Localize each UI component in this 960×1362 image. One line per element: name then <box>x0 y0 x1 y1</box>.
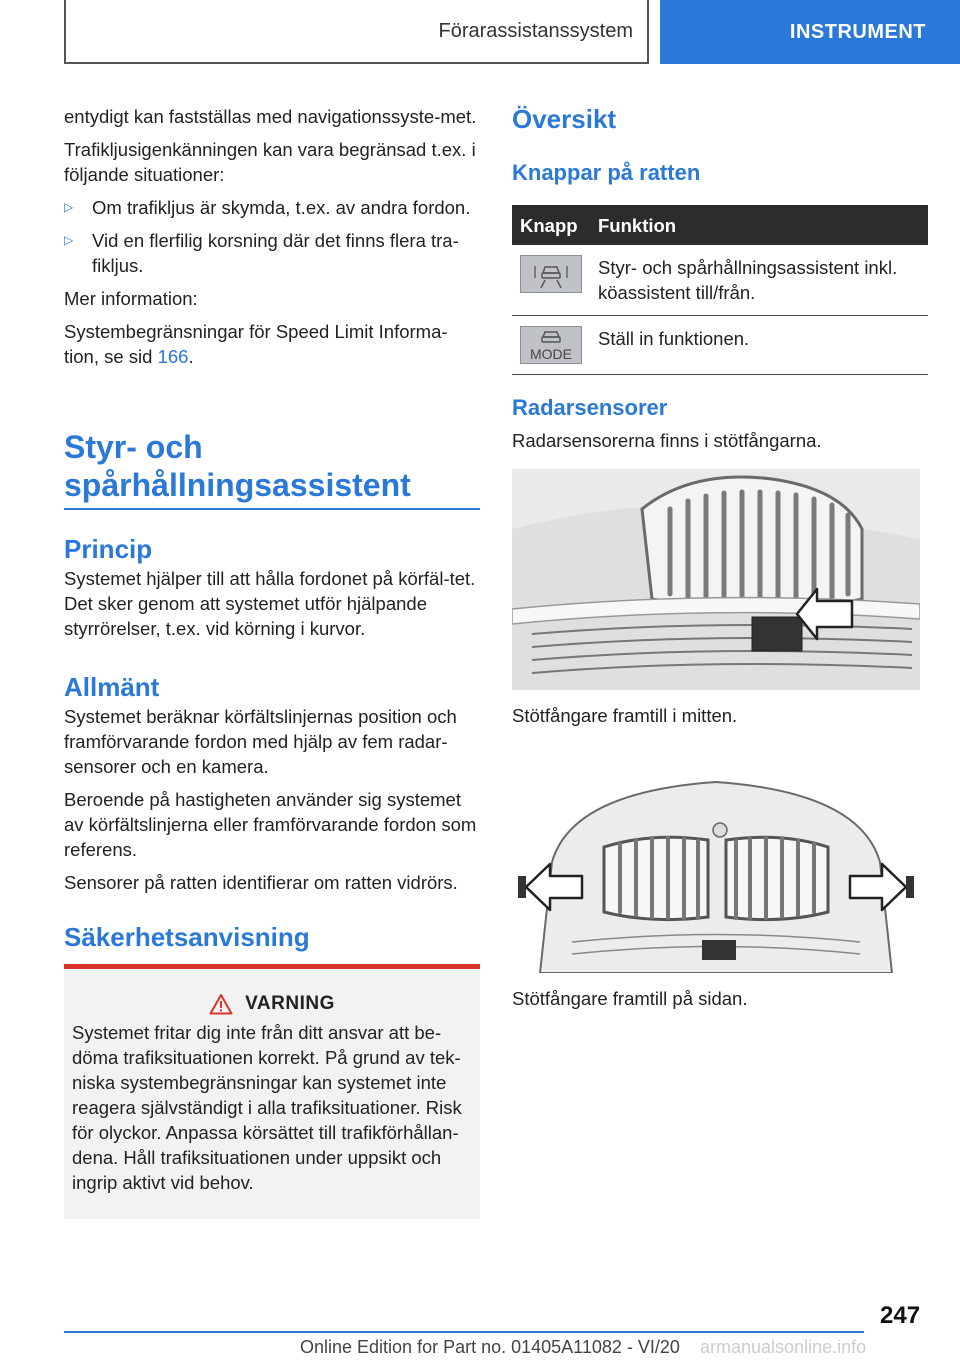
table-row <box>512 316 928 375</box>
table-cell <box>512 245 590 316</box>
bumper-center-figure <box>512 469 920 690</box>
list-item <box>64 228 480 278</box>
warning-box <box>64 969 480 1219</box>
table-cell <box>512 316 590 375</box>
section-title: Styr- och spårhållningsassistent <box>64 429 411 503</box>
radar-text: Radarsensorerna finns i stötfångarna. <box>512 430 822 451</box>
list-item <box>64 195 480 220</box>
list-item-text: Om trafikljus är skymda, t.ex. av andra fordon. <box>92 197 471 218</box>
buttons-heading: Knappar på ratten <box>512 160 701 185</box>
paragraph: entydigt kan fastställas med navigationssyste-met. <box>64 106 477 127</box>
paragraph: Systemet beräknar körfältslinjernas position och framförvarande fordon med hjälp av fem radar-sensorer och en kamera. <box>64 706 457 777</box>
column-header: Knapp <box>512 205 590 245</box>
lane-assist-button-icon <box>520 255 582 293</box>
edition-text: Online Edition for Part no. 01405A11082 - VI/20 <box>300 1337 680 1357</box>
section-tab: Förarassistanssystem <box>64 0 649 64</box>
page-number: 247 <box>880 1302 921 1329</box>
footer-divider <box>64 1331 864 1333</box>
safety-heading: Säkerhetsanvisning <box>64 922 310 952</box>
allmant-heading: Allmänt <box>64 672 160 702</box>
paragraph: Systemet hjälper till att hålla fordonet på körfäl-tet. Det sker genom att systemet utför hjälpande styrrörelser, t.ex. vid körning i kurvor. <box>64 568 476 639</box>
paragraph: Mer information: <box>64 288 198 309</box>
mode-button-icon <box>520 326 582 364</box>
section-divider <box>64 508 480 510</box>
list-item-text: Vid en flerfilig korsning där det finns flera tra-fikljus. <box>92 230 459 276</box>
reference: Systembegränsningar för Speed Limit Informa-tion, se sid 166. <box>64 321 448 367</box>
buttons-table <box>512 205 928 375</box>
figure-caption: Stötfångare framtill på sidan. <box>512 988 748 1009</box>
allmant-block <box>64 672 480 903</box>
paragraph: Sensorer på ratten identifierar om ratten vidrörs. <box>64 872 458 893</box>
paragraph: Beroende på hastigheten använder sig systemet av körfältslinjerna eller framförvarande fordon som referens. <box>64 789 477 860</box>
chapter-tab[interactable]: INSTRUMENT <box>660 0 960 64</box>
table-row <box>512 245 928 316</box>
radar-heading: Radarsensorer <box>512 395 668 420</box>
warning-text: Systemet fritar dig inte från ditt ansvar att be-döma trafiksituationen korrekt. På grund av tek-niska systembegränsningar kan systemet inte reagera självständigt i alla trafiksituationer. Risk för olyckor. Anpassa körsättet till trafikförhållan-dena. Håll trafiksituationen under uppsikt och ingrip aktivt vid behov. <box>72 1022 462 1193</box>
table-cell: Styr- och spårhållningsassistent inkl. köassistent till/från. <box>590 245 928 316</box>
princip-block <box>64 534 480 649</box>
table-cell: Ställ in funktionen. <box>590 316 928 375</box>
watermark: armanualsonline.info <box>700 1337 867 1357</box>
warning-label: VARNING <box>245 993 335 1014</box>
column-header: Funktion <box>590 205 928 245</box>
overview-heading: Översikt <box>512 104 617 134</box>
left-column <box>64 104 480 377</box>
figure-caption: Stötfångare framtill i mitten. <box>512 705 738 726</box>
warning-header <box>72 991 472 1016</box>
bumper-side-figure <box>512 752 920 973</box>
triangle-bullet-icon: ▷ <box>64 233 74 247</box>
mode-button-text: MODE <box>530 346 572 362</box>
triangle-bullet-icon: ▷ <box>64 200 74 214</box>
page-link[interactable]: 166 <box>157 346 189 367</box>
princip-heading: Princip <box>64 534 153 564</box>
paragraph: Trafikljusigenkänningen kan vara begränsad t.ex. i följande situationer: <box>64 139 476 185</box>
warning-triangle-icon <box>209 993 233 1015</box>
